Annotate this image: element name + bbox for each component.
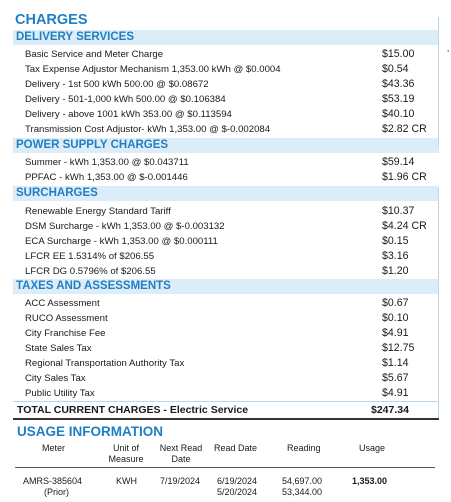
- section-header-taxes: TAXES AND ASSESSMENTS: [13, 279, 439, 294]
- charge-amount: $0.54: [382, 63, 409, 75]
- divider: [13, 401, 439, 402]
- charge-description: Delivery - above 1001 kWh 353.00 @ $0.113594: [25, 109, 232, 120]
- charge-amount: $2.82 CR: [382, 123, 427, 135]
- col-header-usage: Usage: [359, 443, 386, 453]
- charge-description: Regional Transportation Authority Tax: [25, 358, 185, 369]
- col-header-unit-line2: Measure: [108, 454, 144, 464]
- charge-row: [25, 170, 435, 185]
- section-header-power-supply: POWER SUPPLY CHARGES: [13, 138, 439, 153]
- charge-description: City Sales Tax: [25, 373, 86, 384]
- charge-description: Basic Service and Meter Charge: [25, 49, 164, 60]
- charge-description: DSM Surcharge - kWh 1,353.00 @ $-0.003132: [25, 221, 225, 232]
- charge-row: [25, 341, 435, 356]
- charge-row: [25, 249, 435, 264]
- unit-of-measure: KWH: [116, 476, 137, 486]
- section-header-delivery: DELIVERY SERVICES: [13, 30, 439, 45]
- usage-value: 1,353.00: [352, 476, 388, 486]
- charge-row: [25, 386, 435, 401]
- total-divider: [13, 418, 439, 420]
- charge-amount: $53.19: [382, 93, 415, 105]
- read-date-current: 6/19/2024: [217, 476, 258, 486]
- charge-row: [25, 311, 435, 326]
- charge-row: [25, 371, 435, 386]
- charge-row: [25, 326, 435, 341]
- charge-description: City Franchise Fee: [25, 328, 106, 339]
- charge-amount: $59.14: [382, 156, 415, 168]
- col-header-read-date: Read Date: [214, 443, 258, 453]
- charge-description: Delivery - 1st 500 kWh 500.00 @ $0.08672: [25, 79, 209, 90]
- charge-amount: $0.15: [382, 235, 409, 247]
- charge-description: State Sales Tax: [25, 343, 92, 354]
- charge-amount: $5.67: [382, 372, 409, 384]
- charge-description: RUCO Assessment: [25, 313, 108, 324]
- charge-amount: $15.00: [382, 48, 415, 60]
- reading-prior: 53,344.00: [282, 487, 323, 497]
- col-header-next-line2: Date: [171, 454, 191, 464]
- charge-row: [25, 264, 435, 279]
- charge-amount: $1.20: [382, 265, 409, 277]
- charge-row: [25, 122, 435, 137]
- charge-description: PPFAC - kWh 1,353.00 @ $-0.001446: [25, 172, 188, 183]
- charge-amount: $40.10: [382, 108, 415, 120]
- charge-row: [25, 356, 435, 371]
- section-header-surcharges: SURCHARGES: [13, 186, 439, 201]
- charge-amount: $43.36: [382, 78, 415, 90]
- charge-description: ECA Surcharge - kWh 1,353.00 @ $0.000111: [25, 236, 218, 247]
- meter-id: AMRS-385604: [23, 476, 83, 486]
- charge-description: Tax Expense Adjustor Mechanism 1,353.00 kWh @ $0.0004: [25, 64, 281, 75]
- charge-amount: $3.16: [382, 250, 409, 262]
- total-amount: $247.34: [371, 404, 409, 416]
- meter-prior-label: (Prior): [44, 487, 69, 497]
- col-header-unit: [104, 443, 148, 465]
- charge-description: ACC Assessment: [25, 298, 100, 309]
- usage-header-divider: [15, 467, 435, 468]
- charge-amount: $0.67: [382, 297, 409, 309]
- charge-row: [25, 155, 435, 170]
- charge-amount: $1.14: [382, 357, 409, 369]
- charges-heading: CHARGES: [15, 12, 88, 28]
- charge-description: Delivery - 501-1,000 kWh 500.00 @ $0.106384: [25, 94, 226, 105]
- total-label: TOTAL CURRENT CHARGES - Electric Service: [17, 404, 249, 416]
- charge-row: [25, 107, 435, 122]
- read-date-prior: 5/20/2024: [217, 487, 258, 497]
- col-header-next-line1: Next Read: [159, 443, 203, 453]
- reading-current: 54,697.00: [282, 476, 323, 486]
- adjacent-panel-edge: [438, 17, 451, 147]
- charge-row: [25, 234, 435, 249]
- adjacent-panel-edge: [438, 188, 451, 418]
- charge-description: Summer - kWh 1,353.00 @ $0.043711: [25, 157, 189, 168]
- usage-heading: USAGE INFORMATION: [17, 424, 163, 439]
- col-header-unit-line1: Unit of: [112, 443, 139, 453]
- charge-description: Transmission Cost Adjustor- kWh 1,353.00 @ $-0.002084: [25, 124, 271, 135]
- charge-description: LFCR DG 0.5796% of $206.55: [25, 266, 156, 277]
- charge-row: [25, 62, 435, 77]
- charge-amount: $4.24 CR: [382, 220, 427, 232]
- col-header-reading: Reading: [287, 443, 321, 453]
- charge-amount: $4.91: [382, 387, 409, 399]
- col-header-meter: Meter: [42, 443, 66, 453]
- charge-amount: $1.96 CR: [382, 171, 427, 183]
- col-header-next-read: [157, 443, 205, 465]
- charge-amount: $12.75: [382, 342, 415, 354]
- charge-row: [25, 92, 435, 107]
- charge-row: [25, 77, 435, 92]
- charge-description: Public Utility Tax: [25, 388, 95, 399]
- cropped-glyph: ·: [447, 46, 450, 56]
- charge-amount: $10.37: [382, 205, 415, 217]
- next-read-date: 7/19/2024: [160, 476, 201, 486]
- charge-row: [25, 219, 435, 234]
- charge-amount: $0.10: [382, 312, 409, 324]
- total-row: [17, 403, 437, 417]
- charge-row: [25, 47, 435, 62]
- charge-description: Renewable Energy Standard Tariff: [25, 206, 171, 217]
- charge-row: [25, 204, 435, 219]
- charge-row: [25, 296, 435, 311]
- charge-description: LFCR EE 1.5314% of $206.55: [25, 251, 155, 262]
- charge-amount: $4.91: [382, 327, 409, 339]
